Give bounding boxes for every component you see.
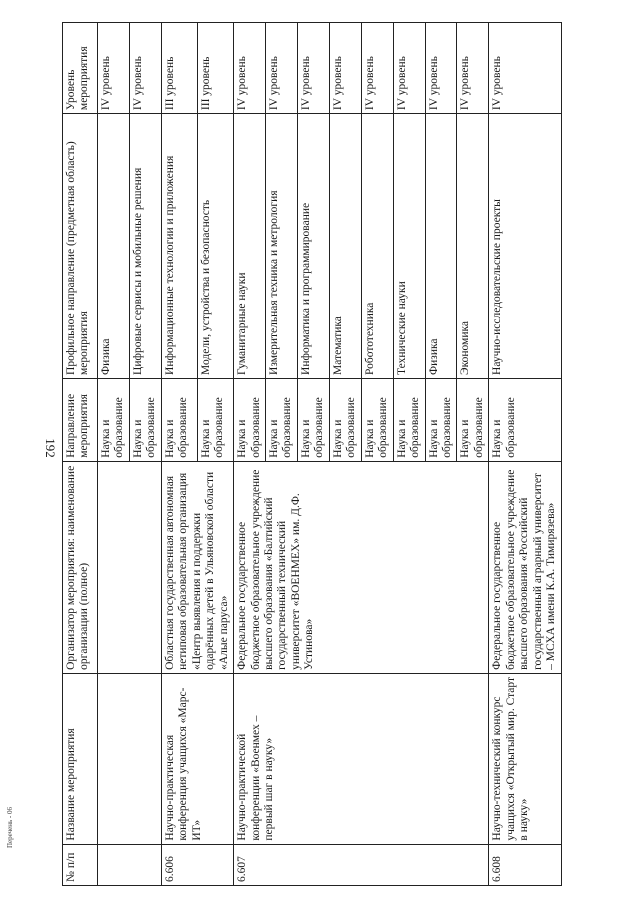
cell-direction: Наука и образование — [489, 378, 561, 461]
page-number: 192 — [42, 438, 58, 458]
header-profile: Профильное направление (предметная область) мероприятия — [63, 114, 98, 379]
cell-direction: Наука и образование — [457, 378, 489, 461]
cell-profile: Экономика — [457, 114, 489, 379]
cell-organizer — [98, 461, 162, 673]
cell-level: IV уровень — [297, 23, 329, 114]
cell-profile: Физика — [98, 114, 130, 379]
cell-direction: Наука и образование — [393, 378, 425, 461]
cell-level: IV уровень — [265, 23, 297, 114]
events-table — [62, 22, 562, 886]
rotated-table-container — [62, 22, 596, 886]
cell-level: IV уровень — [129, 23, 161, 114]
header-direction: Направление мероприятия — [63, 378, 98, 461]
header-name: Название мероприятия — [63, 673, 98, 844]
cell-organizer: Федеральное государственное бюджетное образовательное учреждение высшего образования «Балтийский государственный технический университет «ВОЕНМЕХ» им. Д.Ф. Устинова» — [234, 461, 489, 673]
cell-profile: Технические науки — [393, 114, 425, 379]
cell-direction: Наука и образование — [329, 378, 361, 461]
cell-profile: Научно-исследовательские проекты — [489, 114, 561, 379]
table-header-row — [63, 23, 98, 886]
header-num: № п/п — [63, 844, 98, 885]
cell-profile: Робототехника — [361, 114, 393, 379]
cell-direction: Наука и образование — [161, 378, 197, 461]
cell-profile: Гуманитарные науки — [234, 114, 266, 379]
cell-profile: Информатика и программирование — [297, 114, 329, 379]
cell-profile: Информационные технологии и приложения — [161, 114, 197, 379]
cell-num: 6.606 — [161, 844, 233, 885]
cell-direction: Наука и образование — [297, 378, 329, 461]
header-organizer: Организатор мероприятия: наименование организации (полное) — [63, 461, 98, 673]
cell-name: Научно-практическая конференция учащихся «Марс-ИТ» — [161, 673, 233, 844]
cell-level: IV уровень — [234, 23, 266, 114]
cell-profile: Модели, устройства и безопасность — [197, 114, 233, 379]
cell-level: III уровень — [197, 23, 233, 114]
cell-name: Научно-практической конференции «Военмех – первый шаг в науку» — [234, 673, 489, 844]
cell-direction: Наука и образование — [425, 378, 457, 461]
cell-direction: Наука и образование — [361, 378, 393, 461]
footer-note: Перечень - 06 — [6, 807, 14, 848]
cell-level: IV уровень — [489, 23, 561, 114]
cell-name — [98, 673, 162, 844]
cell-level: IV уровень — [361, 23, 393, 114]
rotated-page-area — [62, 22, 596, 886]
cell-direction: Наука и образование — [234, 378, 266, 461]
cell-organizer: Областная государственная автономная нетиповая образовательная организация «Центр выявления и поддержки одарённых детей в Ульяновской области «Алые паруса» — [161, 461, 233, 673]
cell-level: IV уровень — [329, 23, 361, 114]
cell-level: III уровень — [161, 23, 197, 114]
cell-direction: Наука и образование — [197, 378, 233, 461]
cell-name: Научно-технический конкурс учащихся «Открытый мир. Старт в науку» — [489, 673, 561, 844]
table-row — [161, 23, 197, 886]
cell-profile: Цифровые сервисы и мобильные решения — [129, 114, 161, 379]
cell-direction: Наука и образование — [98, 378, 130, 461]
cell-direction: Наука и образование — [129, 378, 161, 461]
table-row — [98, 23, 130, 886]
cell-level: IV уровень — [393, 23, 425, 114]
cell-profile: Физика — [425, 114, 457, 379]
cell-num — [98, 844, 162, 885]
cell-num: 6.607 — [234, 844, 489, 885]
cell-direction: Наука и образование — [265, 378, 297, 461]
header-level: Уровень мероприятия — [63, 23, 98, 114]
cell-level: IV уровень — [457, 23, 489, 114]
cell-profile: Измерительная техника и метрология — [265, 114, 297, 379]
cell-organizer: Федеральное государственное бюджетное образовательное учреждение высшего образования «Российский государственный аграрный университет – МСХА имени К.А. Тимирязева» — [489, 461, 561, 673]
table-body — [98, 23, 562, 886]
cell-level: IV уровень — [425, 23, 457, 114]
cell-num: 6.608 — [489, 844, 561, 885]
table-row — [489, 23, 561, 886]
table-row — [234, 23, 266, 886]
cell-profile: Математика — [329, 114, 361, 379]
cell-level: IV уровень — [98, 23, 130, 114]
